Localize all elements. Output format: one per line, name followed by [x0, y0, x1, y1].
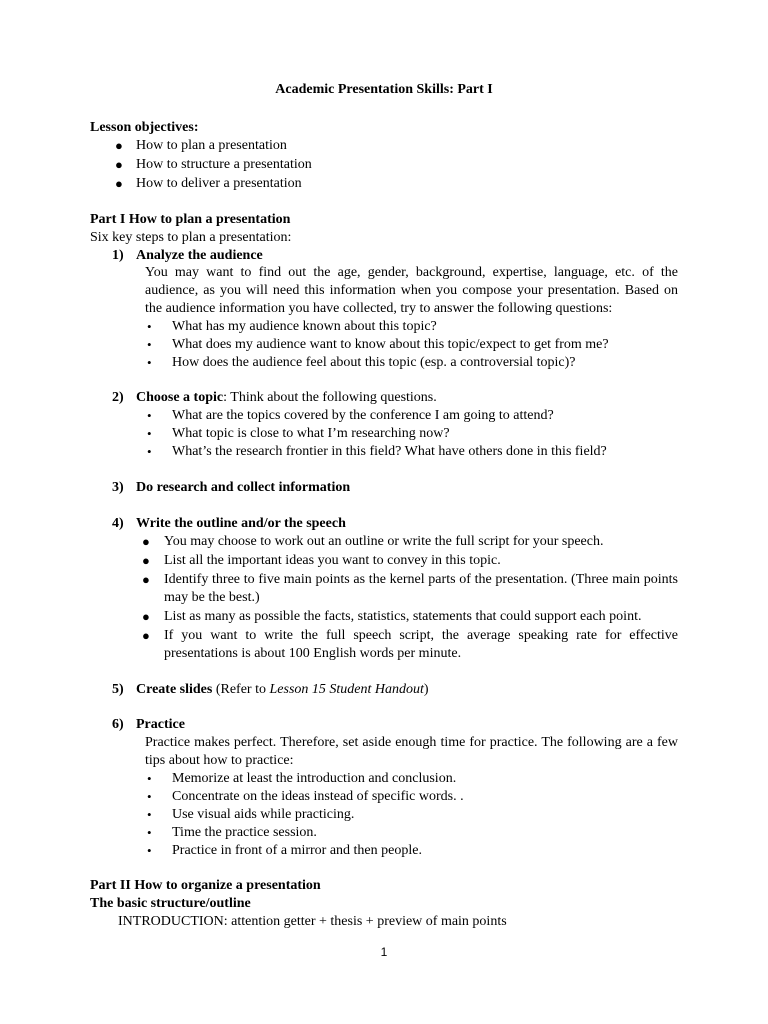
step-bullet: List as many as possible the facts, statistics, statements that could support each point.: [164, 609, 642, 624]
step-number: 1): [112, 248, 124, 263]
step-bullet: Identify three to five main points as the kernel parts of the presentation. (Three main points may be the best.): [164, 572, 678, 605]
step-number: 6): [112, 717, 124, 732]
objectives-heading: Lesson objectives:: [90, 120, 199, 135]
step-title-line: [136, 389, 437, 407]
step-bullet: What topic is close to what I’m researching now?: [172, 426, 450, 441]
bullet-icon: •: [147, 825, 152, 840]
bullet-icon: ●: [142, 628, 150, 643]
bullet-icon: •: [147, 408, 152, 423]
part1-intro: Six key steps to plan a presentation:: [90, 230, 292, 245]
step-bullet: You may choose to work out an outline or write the full script for your speech.: [164, 534, 604, 549]
objective-item: How to structure a presentation: [136, 157, 312, 172]
step-bullet: Use visual aids while practicing.: [172, 807, 355, 822]
bullet-icon: •: [147, 771, 152, 786]
bullet-icon: •: [147, 789, 152, 804]
step-bullet: What has my audience known about this topic?: [172, 319, 437, 334]
part1-heading: Part I How to plan a presentation: [90, 212, 291, 227]
step-bullet: What’s the research frontier in this field? What have others done in this field?: [172, 444, 607, 459]
step-title: Write the outline and/or the speech: [136, 516, 346, 531]
step-bullet: List all the important ideas you want to convey in this topic.: [164, 553, 501, 568]
bullet-icon: ●: [115, 138, 123, 153]
step-bullet: If you want to write the full speech script, the average speaking rate for effective presentations is about 100 English words per minute.: [164, 628, 678, 661]
step-bullet: Time the practice session.: [172, 825, 317, 840]
outline-introduction: INTRODUCTION: attention getter + thesis + preview of main points: [118, 914, 507, 929]
bullet-icon: •: [147, 843, 152, 858]
bullet-icon: •: [147, 355, 152, 370]
bullet-icon: •: [147, 337, 152, 352]
bullet-icon: •: [147, 807, 152, 822]
step-title-rest: : Think about the following questions.: [223, 390, 437, 405]
page-number: 1: [380, 945, 388, 959]
step-number: 2): [112, 390, 124, 405]
step-number: 5): [112, 682, 124, 697]
part2-subheading: The basic structure/outline: [90, 896, 251, 911]
step-bullet: Practice in front of a mirror and then people.: [172, 843, 422, 858]
part2-heading: Part II How to organize a presentation: [90, 878, 321, 893]
bullet-icon: ●: [115, 157, 123, 172]
objective-item: How to plan a presentation: [136, 138, 287, 153]
objective-item: How to deliver a presentation: [136, 176, 302, 191]
step-title: Do research and collect information: [136, 480, 351, 495]
step-bullet: Concentrate on the ideas instead of specific words. .: [172, 789, 464, 804]
step-bullet: Memorize at least the introduction and conclusion.: [172, 771, 457, 786]
step-number: 4): [112, 516, 124, 531]
step-title: Choose a topic: [136, 390, 224, 405]
bullet-icon: ●: [142, 609, 150, 624]
bullet-icon: ●: [142, 534, 150, 549]
step-title-line: [136, 681, 429, 699]
step-bullet: What are the topics covered by the conference I am going to attend?: [172, 408, 554, 423]
bullet-icon: ●: [142, 572, 150, 587]
step-bullet: What does my audience want to know about this topic/expect to get from me?: [172, 337, 609, 352]
bullet-icon: •: [147, 319, 152, 334]
step-title-rest: (Refer to: [212, 682, 270, 697]
bullet-icon: •: [147, 426, 152, 441]
step-bullet: How does the audience feel about this topic (esp. a controversial topic)?: [172, 355, 576, 370]
step-paragraph: You may want to find out the age, gender, background, expertise, language, etc. of the audience, as you will need this information when you compose your presentation. Based on the audience information you have collected, try to answer the following questions:: [145, 265, 678, 316]
bullet-icon: ●: [115, 176, 123, 191]
document-title: Academic Presentation Skills: Part I: [275, 82, 493, 97]
bullet-icon: •: [147, 444, 152, 459]
step-title-rest: ): [423, 682, 429, 697]
step-title: Analyze the audience: [136, 248, 263, 263]
bullet-icon: ●: [142, 553, 150, 568]
step-number: 3): [112, 480, 124, 495]
step-title: Create slides: [136, 682, 213, 697]
step-paragraph: Practice makes perfect. Therefore, set aside enough time for practice. The following are a few tips about how to practice:: [145, 735, 678, 768]
handout-reference: Lesson 15 Student Handout: [269, 682, 424, 697]
step-title: Practice: [136, 717, 185, 732]
